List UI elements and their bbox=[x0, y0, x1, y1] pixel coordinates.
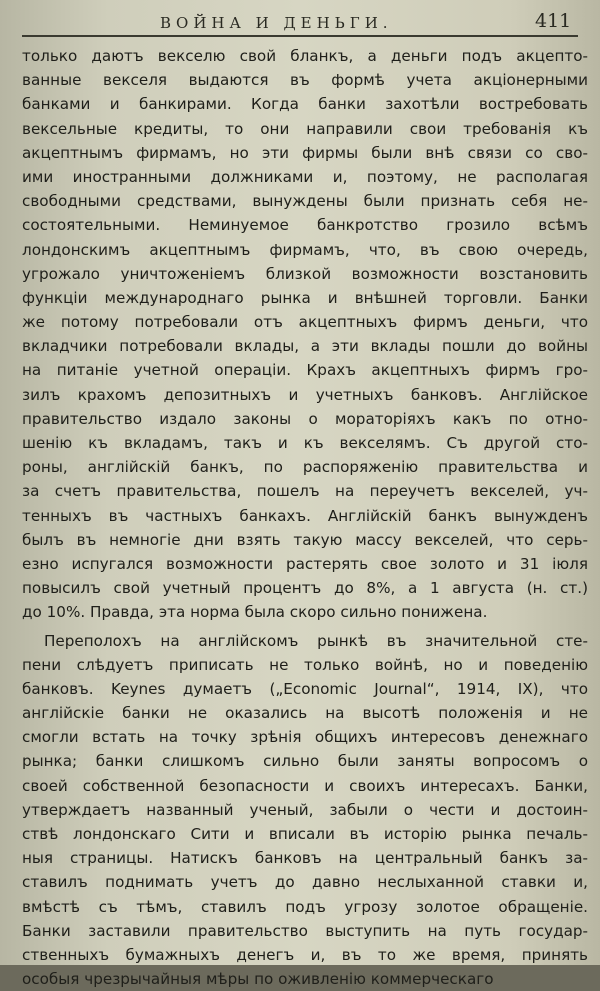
text-line: ныя страницы. Натискъ банковъ на центральный банкъ за- bbox=[22, 846, 588, 870]
text-line: ставилъ поднимать учетъ до давно неслыханной ставки и, bbox=[22, 870, 588, 894]
text-line: пени слѣдуетъ приписать не только войнѣ, но и поведенію bbox=[22, 653, 588, 677]
text-line: банками и банкирами. Когда банки захотѣли востребовать bbox=[22, 92, 588, 116]
text-line: банковъ. Keynes думаетъ („Economic Journal“, 1914, IX), что bbox=[22, 677, 588, 701]
text-line: зилъ крахомъ депозитныхъ и учетныхъ банковъ. Англійское bbox=[22, 383, 588, 407]
body-text bbox=[22, 44, 588, 991]
paragraph bbox=[22, 44, 588, 625]
text-line: ственныхъ бумажныхъ денегъ и, въ то же время, принять bbox=[22, 943, 588, 967]
text-line: ванные векселя выдаются въ формѣ учета акціонерными bbox=[22, 68, 588, 92]
text-line: состоятельными. Неминуемое банкротство грозило всѣмъ bbox=[22, 213, 588, 237]
text-line: утверждаетъ названный ученый, забыли о чести и достоин- bbox=[22, 798, 588, 822]
text-line: смогли встать на точку зрѣнія общихъ интересовъ денежнаго bbox=[22, 725, 588, 749]
text-line: вкладчики потребовали вклады, а эти вклады пошли до войны bbox=[22, 334, 588, 358]
text-line: езно испугался возможности растерять свое золото и 31 іюля bbox=[22, 552, 588, 576]
text-line: роны, англійскій банкъ, по распоряженію правительства и bbox=[22, 455, 588, 479]
text-line: англійскіе банки не оказались на высотѣ положенія и не bbox=[22, 701, 588, 725]
text-line: же потому потребовали отъ акцептныхъ фирмъ деньги, что bbox=[22, 310, 588, 334]
text-line: вмѣстѣ съ тѣмъ, ставилъ подъ угрозу золотое обращеніе. bbox=[22, 895, 588, 919]
page-header bbox=[0, 8, 600, 38]
text-line: рынка; банки слишкомъ сильно были заняты вопросомъ о bbox=[22, 749, 588, 773]
text-line: функціи международнаго рынка и внѣшней торговли. Банки bbox=[22, 286, 588, 310]
text-line: за счетъ правительства, пошелъ на переучетъ векселей, уч- bbox=[22, 479, 588, 503]
text-line: шенію къ вкладамъ, такъ и къ векселямъ. Съ другой сто- bbox=[22, 431, 588, 455]
text-line: лондонскимъ акцептнымъ фирмамъ, что, въ свою очередь, bbox=[22, 238, 588, 262]
text-line: акцептнымъ фирмамъ, но эти фирмы были внѣ связи со сво- bbox=[22, 141, 588, 165]
text-line: свободными средствами, вынуждены были признать себя не- bbox=[22, 189, 588, 213]
text-line: только даютъ векселю свой бланкъ, а деньги подъ акцепто- bbox=[22, 44, 588, 68]
text-line: ствѣ лондонскаго Сити и вписали въ исторію рынка печаль- bbox=[22, 822, 588, 846]
text-line: Переполохъ на англійскомъ рынкѣ въ значительной сте- bbox=[22, 629, 588, 653]
text-line: Банки заставили правительство выступить на путь государ- bbox=[22, 919, 588, 943]
page-number: 411 bbox=[535, 10, 571, 32]
text-line: особыя чрезрычайныя мѣры по оживленію коммерческаго bbox=[22, 967, 588, 991]
header-rule bbox=[22, 35, 578, 37]
text-line: на питаніе учетной операціи. Крахъ акцептныхъ фирмъ гро- bbox=[22, 358, 588, 382]
text-line: вексельные кредиты, то они направили свои требованія къ bbox=[22, 117, 588, 141]
text-line: угрожало уничтоженіемъ близкой возможности возстановить bbox=[22, 262, 588, 286]
text-line: былъ въ немногіе дни взять такую массу векселей, что серь- bbox=[22, 528, 588, 552]
text-line: ими иностранными должниками и, поэтому, не располагая bbox=[22, 165, 588, 189]
running-title: ВОЙНА И ДЕНЬГИ. bbox=[160, 14, 393, 32]
paragraph bbox=[22, 629, 588, 991]
text-line: повысилъ свой учетный процентъ до 8%, а 1 августа (н. ст.) bbox=[22, 576, 588, 600]
text-line: правительство издало законы о мораторіяхъ какъ по отно- bbox=[22, 407, 588, 431]
text-line: тенныхъ въ частныхъ банкахъ. Англійскій банкъ вынужденъ bbox=[22, 504, 588, 528]
text-line: до 10%. Правда, эта норма была скоро сильно понижена. bbox=[22, 600, 588, 624]
text-line: своей собственной безопасности и своихъ интересахъ. Банки, bbox=[22, 774, 588, 798]
